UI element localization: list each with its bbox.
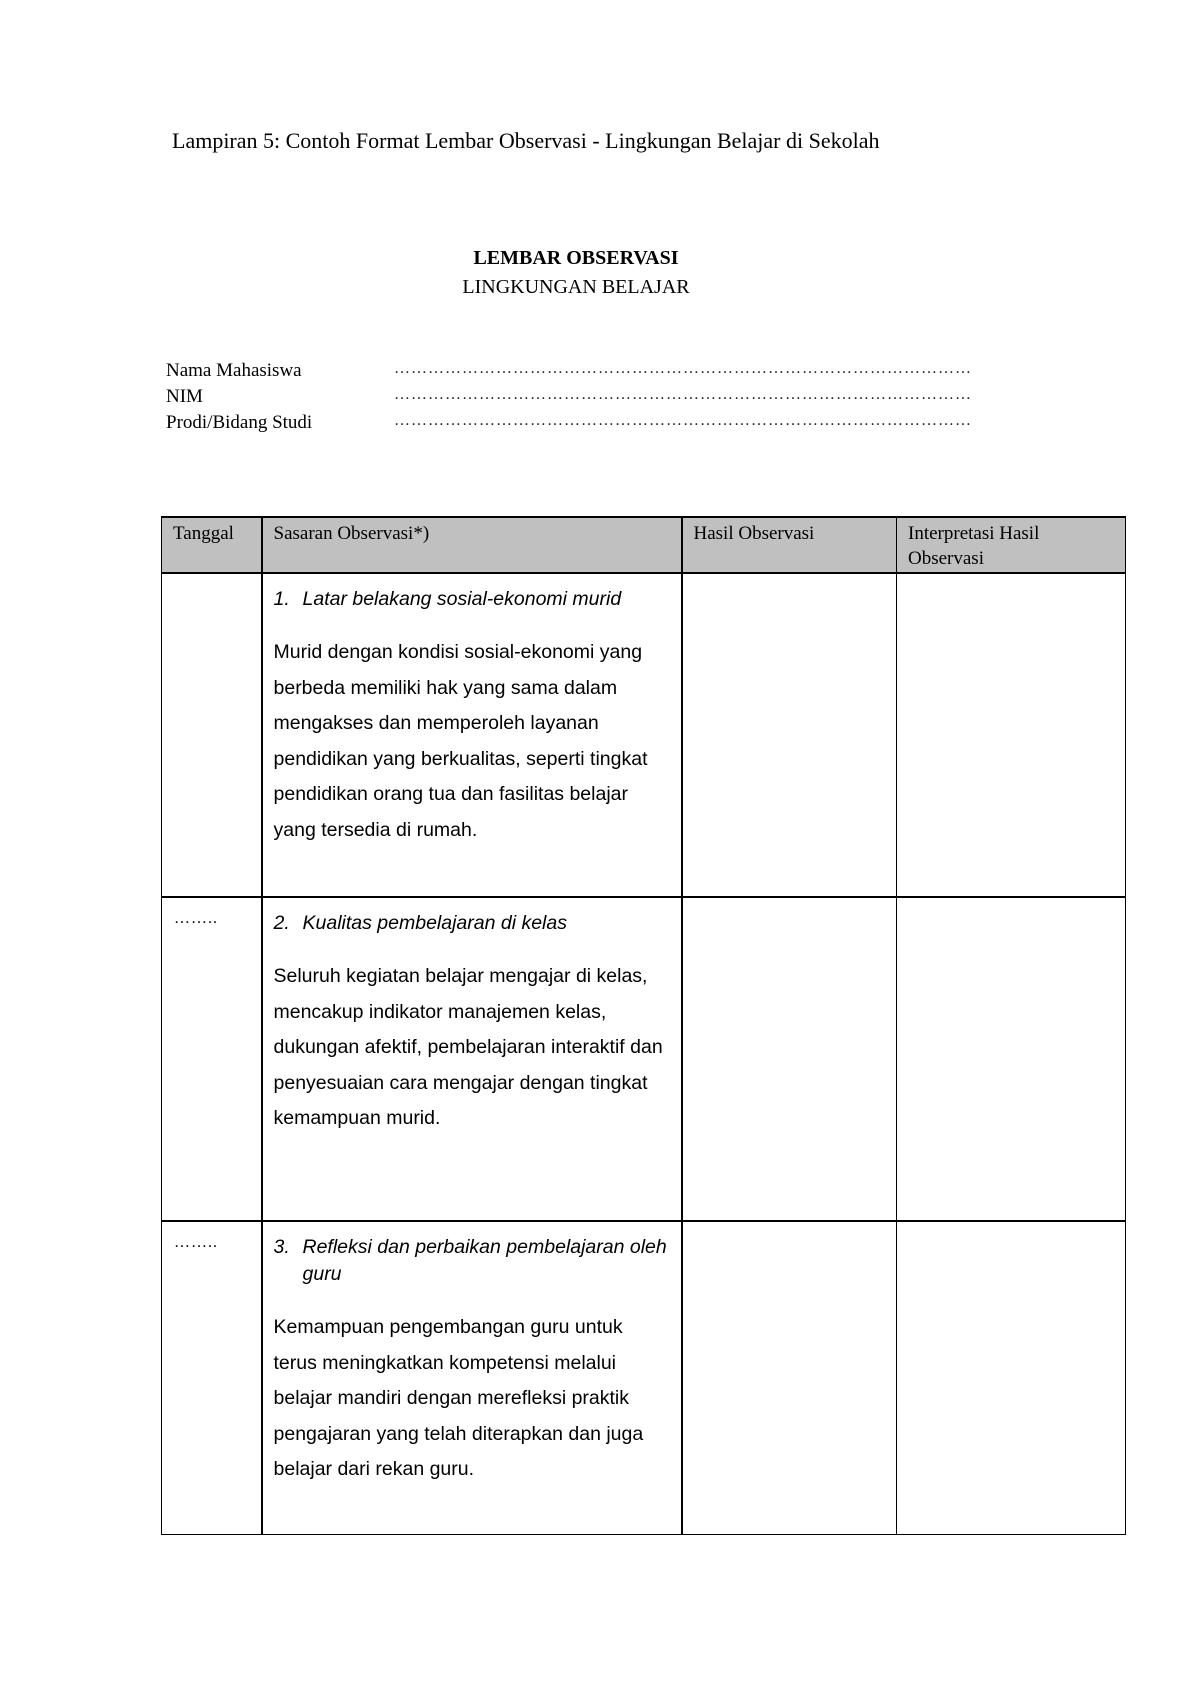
document-title: LEMBAR OBSERVASI — [473, 247, 679, 269]
item-number: 3. — [273, 1236, 290, 1258]
table-header-row — [162, 517, 1126, 573]
result-cell[interactable] — [682, 1221, 897, 1535]
item-heading-text: Kualitas pembelajaran di kelas — [302, 912, 567, 934]
interpretation-cell[interactable] — [897, 573, 1126, 897]
item-number: 1. — [273, 588, 290, 610]
header-interpretation: Interpretasi Hasil Observasi — [897, 517, 1126, 573]
study-program-field[interactable]: ………………………………………………………………………………………… — [394, 412, 972, 429]
item-heading — [274, 910, 671, 937]
date-cell[interactable] — [162, 573, 262, 897]
document-caption: Lampiran 5: Contoh Format Lembar Observasi - Lingkungan Belajar di Sekolah — [172, 128, 880, 153]
field-row-nim — [166, 386, 1106, 412]
item-description: Murid dengan kondisi sosial-ekonomi yang berbeda memiliki hak yang sama dalam mengakses dan memperoleh layanan pendidikan yang berkualitas, seperti tingkat pendidikan orang tua dan fasilitas belajar yang tersedia di rumah. — [273, 641, 648, 841]
field-row-study-program — [166, 412, 1106, 438]
nim-field[interactable]: ………………………………………………………………………………………… — [394, 386, 972, 403]
header-result: Hasil Observasi — [682, 517, 897, 573]
interpretation-cell[interactable] — [897, 1221, 1126, 1535]
document-subtitle: LINGKUNGAN BELAJAR — [462, 276, 690, 298]
table-row — [162, 573, 1126, 897]
item-heading — [274, 586, 671, 613]
item-heading-text: Refleksi dan perbaikan pembelajaran oleh guru — [302, 1236, 667, 1285]
result-cell[interactable] — [682, 897, 897, 1221]
item-heading — [274, 1234, 671, 1288]
date-cell[interactable]: …….. — [162, 1221, 262, 1535]
target-cell — [262, 1221, 682, 1535]
item-description: Kemampuan pengembangan guru untuk terus meningkatkan kompetensi melalui belajar mandiri dengan merefleksi praktik pengajaran yang telah diterapkan dan juga belajar dari rekan guru. — [273, 1316, 644, 1480]
observation-table — [161, 516, 1126, 1535]
target-cell — [262, 897, 682, 1221]
field-label: Nama Mahasiswa — [166, 360, 302, 381]
identity-fields — [166, 360, 1106, 438]
field-label: Prodi/Bidang Studi — [166, 412, 313, 433]
date-cell[interactable]: …….. — [162, 897, 262, 1221]
item-description: Seluruh kegiatan belajar mengajar di kelas, mencakup indikator manajemen kelas, dukungan afektif, pembelajaran interaktif dan penyesuaian cara mengajar dengan tingkat kemampuan murid. — [273, 965, 663, 1129]
header-date: Tanggal — [162, 517, 262, 573]
item-number: 2. — [273, 912, 290, 934]
item-heading-text: Latar belakang sosial-ekonomi murid — [302, 588, 622, 610]
target-cell — [262, 573, 682, 897]
field-row-student-name — [166, 360, 1106, 386]
header-target: Sasaran Observasi*) — [262, 517, 682, 573]
student-name-field[interactable]: ………………………………………………………………………………………… — [394, 360, 972, 377]
field-label: NIM — [166, 386, 203, 407]
table-row — [162, 897, 1126, 1221]
result-cell[interactable] — [682, 573, 897, 897]
table-row — [162, 1221, 1126, 1535]
interpretation-cell[interactable] — [897, 897, 1126, 1221]
